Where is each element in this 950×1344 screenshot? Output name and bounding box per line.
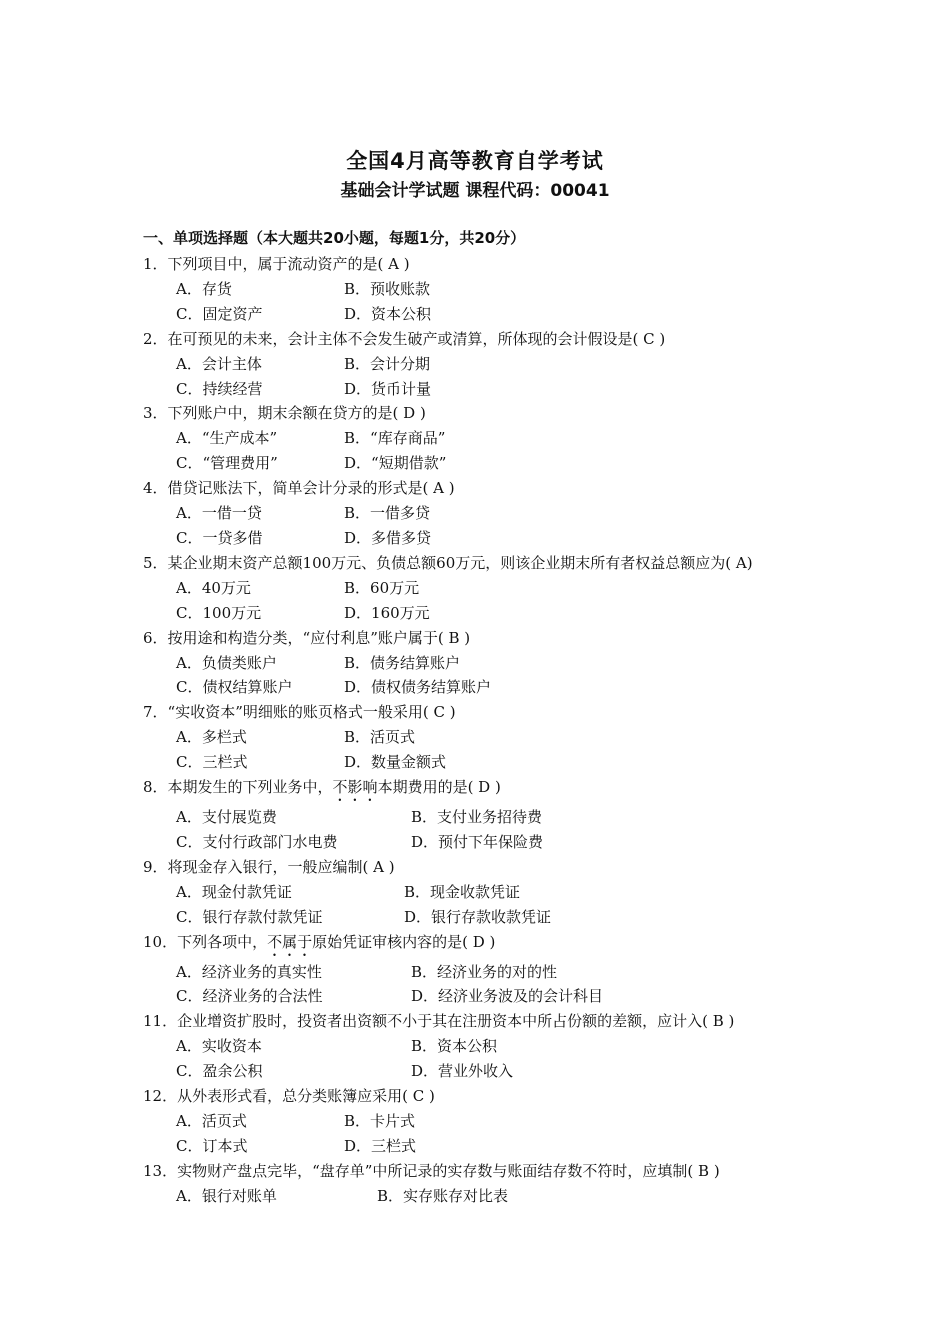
question-stem-text: 10．下列各项中， [143,932,268,951]
option-row [143,830,823,855]
answer-option: A．经济业务的真实性 [176,962,322,981]
option-row [143,675,823,700]
question-item [143,252,823,327]
answer-option: C．100万元 [176,603,262,622]
question-item [143,327,823,402]
answer-option: D．银行存款收款凭证 [404,907,552,926]
answer-option: B．卡片式 [344,1112,416,1130]
answer-option: D．预付下年保险费 [411,832,544,851]
answer-option: D．三栏式 [344,1136,417,1155]
question-item [143,1084,823,1159]
answer-option: D．营业外收入 [411,1062,514,1081]
option-row [143,1109,823,1134]
question-stem: 3．下列账户中，期末余额在贷方的是( D ) [143,404,426,423]
answer-option: B．实存账存对比表 [377,1186,509,1205]
answer-option: B．债务结算账户 [344,653,461,672]
question-item [143,476,823,551]
question-item [143,551,823,626]
question-item [143,1009,823,1084]
question-item [143,855,823,930]
answer-option: A．支付展览费 [176,808,277,827]
answer-option: C．经济业务的合法性 [176,987,323,1006]
answer-option: C．一贷多借 [176,528,263,547]
option-row [143,725,823,750]
answer-option: B．60万元 [344,578,420,597]
option-row [143,1134,823,1159]
option-row [143,960,823,985]
answer-option: C．固定资产 [176,304,263,323]
option-row [143,1184,823,1209]
answer-option: C．债权结算账户 [176,678,293,697]
option-row [143,451,823,476]
answer-option: B．会计分期 [344,354,431,373]
answer-option: D．资本公积 [344,304,432,323]
answer-option: A．存货 [176,279,232,298]
option-row [143,984,823,1009]
answer-option: D．货币计量 [344,379,432,398]
answer-option: C．“管理费用” [176,454,278,473]
answer-option: A．40万元 [176,578,251,597]
answer-option: D．多借多贷 [344,528,432,547]
question-stem: 9．将现金存入银行，一般应编制( A ) [143,857,395,876]
answer-option: D．160万元 [344,603,430,622]
answer-option: C．盈余公积 [176,1062,263,1081]
question-item [143,401,823,476]
option-row [143,576,823,601]
question-stem [143,930,823,960]
option-row [143,352,823,377]
question-stem: 6．按用途和构造分类，“应付利息”账户属于( B ) [143,628,471,647]
section-heading: 一、单项选择题（本大题共20小题，每题1分，共20分） [143,229,526,247]
question-stem: 4．借贷记账法下，简单会计分录的形式是( A ) [143,479,455,498]
answer-option: B．预收账款 [344,279,431,298]
question-item [143,626,823,701]
option-row [143,377,823,402]
answer-option: A．会计主体 [176,354,262,373]
answer-option: A．银行对账单 [176,1186,277,1205]
option-row [143,277,823,302]
option-row [143,501,823,526]
option-row [143,805,823,830]
answer-option: D．数量金额式 [344,753,447,772]
question-stem: 12．从外表形式看，总分类账簿应采用( C ) [143,1087,435,1106]
answer-option: C．三栏式 [176,753,248,772]
question-item [143,1159,823,1209]
answer-option: C．银行存款付款凭证 [176,907,323,926]
question-stem: 7．“实收资本”明细账的账页格式一般采用( C ) [143,703,456,722]
answer-option: C．订本式 [176,1136,248,1155]
option-row [143,426,823,451]
emphasis-text: 不影响 [332,778,378,797]
question-stem: 2．在可预见的未来，会计主体不会发生破产或清算，所体现的会计假设是( C ) [143,329,666,348]
answer-option: B．资本公积 [411,1037,498,1056]
question-stem-text: 原始凭证审核内容的是( D ) [312,932,496,951]
answer-option: A．“生产成本” [176,429,278,448]
question-stem-text: 8．本期发生的下列业务中， [143,778,333,797]
page-title: 全国4月高等教育自学考试 [346,149,604,173]
question-item [143,700,823,775]
option-row [143,880,823,905]
answer-option: C．支付行政部门水电费 [176,832,338,851]
option-row [143,750,823,775]
answer-option: B．活页式 [344,728,416,747]
page-subtitle: 基础会计学试题 课程代码：00041 [340,181,610,201]
answer-option: C．持续经营 [176,379,263,398]
option-row [143,905,823,930]
answer-option: B．一借多贷 [344,504,431,523]
answer-option: D．“短期借款” [344,454,447,473]
option-row [143,1034,823,1059]
question-stem: 11．企业增资扩股时，投资者出资额不小于其在注册资本中所占份额的差额，应计入( B ) [143,1012,735,1031]
answer-option: A．负债类账户 [176,653,277,672]
answer-option: D．经济业务波及的会计科目 [411,987,604,1006]
answer-option: B．现金收款凭证 [404,882,521,901]
option-row [143,651,823,676]
question-list [143,252,823,1209]
answer-option: A．现金付款凭证 [176,882,292,901]
question-item [143,775,823,855]
answer-option: A．活页式 [176,1112,247,1130]
option-row [143,526,823,551]
question-stem: 1．下列项目中，属于流动资产的是( A ) [143,255,410,273]
question-stem: 5．某企业期末资产总额100万元、负债总额60万元，则该企业期末所有者权益总额应为( A) [143,553,753,572]
option-row [143,302,823,327]
question-stem: 13．实物财产盘点完毕，“盘存单”中所记录的实存数与账面结存数不符时，应填制( B ) [143,1161,720,1180]
answer-option: A．多栏式 [176,728,247,747]
answer-option: A．实收资本 [176,1037,262,1056]
answer-option: A．一借一贷 [176,504,262,523]
option-row [143,601,823,626]
emphasis-text: 不属于 [267,932,313,951]
question-item [143,930,823,1010]
answer-option: D．债权债务结算账户 [344,678,492,697]
option-row [143,1059,823,1084]
answer-option: B．经济业务的对的性 [411,962,558,981]
question-stem-text: 本期费用的是( D ) [377,778,501,797]
answer-option: B．“库存商品” [344,429,446,448]
answer-option: B．支付业务招待费 [411,808,543,827]
question-stem [143,775,823,805]
